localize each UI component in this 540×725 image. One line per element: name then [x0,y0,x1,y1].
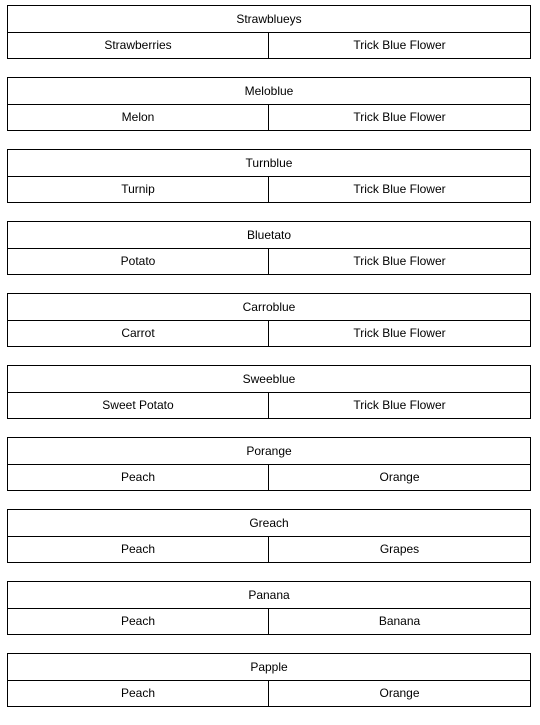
recipe-name: Bluetato [8,222,530,249]
ingredient-row [8,321,530,346]
ingredient-row [8,609,530,634]
recipe-table [7,5,531,59]
ingredient-cell: Orange [379,686,420,700]
ingredient-cell: Trick Blue Flower [353,398,446,412]
recipe-name: Meloblue [8,78,530,105]
ingredient-cell: Orange [379,470,420,484]
ingredient-row [8,249,530,274]
recipe-table [7,77,531,131]
recipe-table [7,293,531,347]
ingredient-cell: Carrot [8,321,269,346]
ingredient-cell: Grapes [379,542,420,556]
ingredient-cell: Potato [8,249,269,274]
ingredient-row [8,105,530,130]
ingredient-cell: Trick Blue Flower [353,110,446,124]
recipe-name: Turnblue [8,150,530,177]
ingredient-row [8,681,530,706]
recipe-table [7,365,531,419]
recipe-table [7,221,531,275]
ingredient-cell: Sweet Potato [8,393,269,418]
ingredient-cell: Melon [8,105,269,130]
recipe-name: Papple [8,654,530,681]
ingredient-row [8,177,530,202]
ingredient-cell: Trick Blue Flower [353,38,446,52]
recipe-name: Carroblue [8,294,530,321]
recipe-name: Porange [8,438,530,465]
recipe-table [7,437,531,491]
ingredient-cell: Banana [378,614,421,628]
recipe-table [7,653,531,707]
ingredient-cell: Peach [8,681,269,706]
recipe-name: Greach [8,510,530,537]
recipe-name: Panana [8,582,530,609]
ingredient-cell: Trick Blue Flower [353,254,446,268]
ingredient-row [8,537,530,562]
ingredient-cell: Peach [8,537,269,562]
ingredient-cell: Strawberries [8,33,269,58]
recipe-table [7,149,531,203]
ingredient-row [8,393,530,418]
recipe-table [7,509,531,563]
recipe-table-list [7,5,531,725]
ingredient-cell: Trick Blue Flower [353,182,446,196]
ingredient-cell: Peach [8,465,269,490]
ingredient-row [8,33,530,58]
ingredient-cell: Trick Blue Flower [353,326,446,340]
ingredient-cell: Peach [8,609,269,634]
ingredient-row [8,465,530,490]
recipe-name: Sweeblue [8,366,530,393]
ingredient-cell: Turnip [8,177,269,202]
recipe-name: Strawblueys [8,6,530,33]
recipe-table [7,581,531,635]
